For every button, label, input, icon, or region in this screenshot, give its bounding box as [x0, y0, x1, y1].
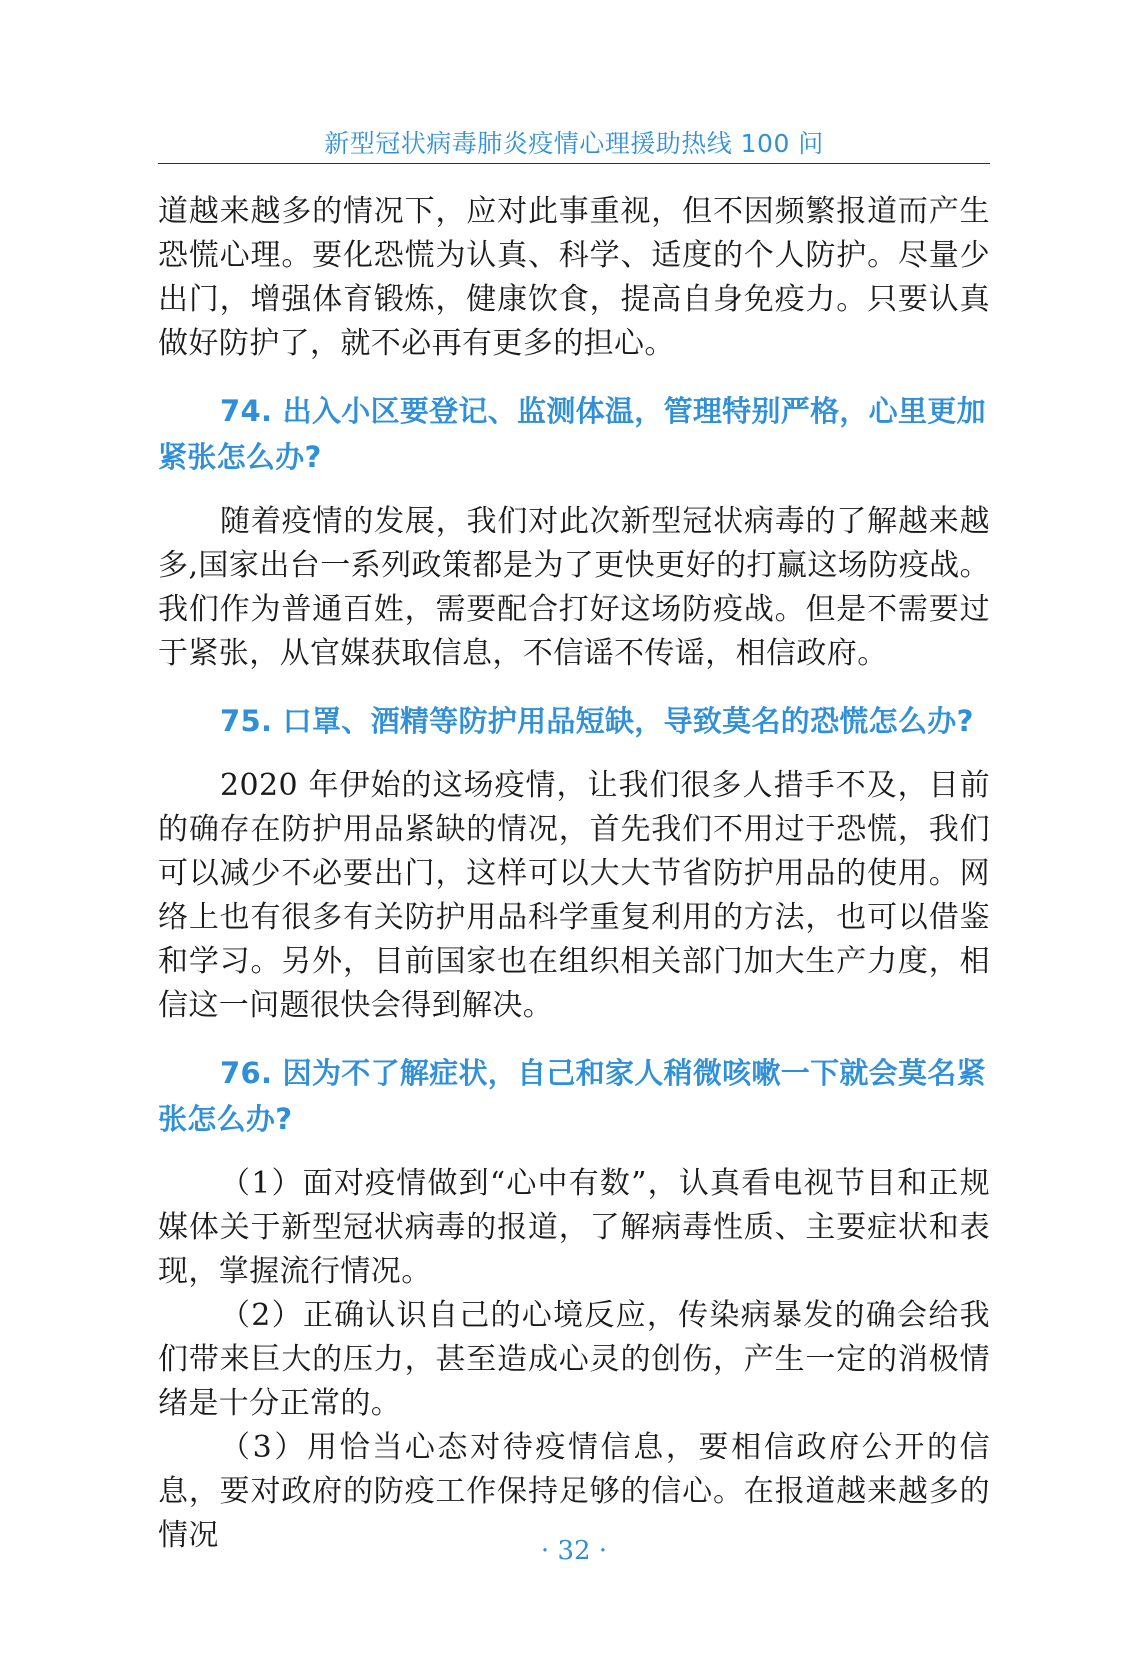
- question-76-heading: 76. 因为不了解症状，自己和家人稍微咳嗽一下就会莫名紧张怎么办?: [158, 1056, 986, 1136]
- running-header: 新型冠状病毒肺炎疫情心理援助热线 100 问: [324, 129, 824, 158]
- question-75-answer: 2020 年伊始的这场疫情，让我们很多人措手不及，目前的确存在防护用品紧缺的情况，首先我们不用过于恐慌，我们可以减少不必要出门，这样可以大大节省防护用品的使用。网络上也有很多有关防护用品科学重复利用的方法，也可以借鉴和学习。另外，目前国家也在组织相关部门加大生产力度，相信这一问题很快会得到解决。: [158, 768, 990, 1023]
- question-76-point-3: （3）用恰当心态对待疫情信息，要相信政府公开的信息，要对政府的防疫工作保持足够的信心。在报道越来越多的情况: [158, 1430, 990, 1553]
- question-74-heading: 74. 出入小区要登记、监测体温，管理特别严格，心里更加紧张怎么办?: [158, 394, 986, 474]
- header-divider: [158, 163, 990, 164]
- page-content: [158, 190, 990, 1558]
- question-76-point-1: （1）面对疫情做到“心中有数”，认真看电视节目和正规媒体关于新型冠状病毒的报道，了解病毒性质、主要症状和表现，掌握流行情况。: [158, 1166, 990, 1289]
- question-76-point-2: （2）正确认识自己的心境反应，传染病暴发的确会给我们带来巨大的压力，甚至造成心灵的创伤，产生一定的消极情绪是十分正常的。: [158, 1298, 990, 1421]
- continuation-paragraph: 道越来越多的情况下，应对此事重视，但不因频繁报道而产生恐慌心理。要化恐慌为认真、科学、适度的个人防护。尽量少出门，增强体育锻炼，健康饮食，提高自身免疫力。只要认真做好防护了，就不必再有更多的担心。: [158, 194, 990, 361]
- page-number: · 32 ·: [540, 1536, 608, 1566]
- question-74-answer: 随着疫情的发展，我们对此次新型冠状病毒的了解越来越多,国家出台一系列政策都是为了更快更好的打赢这场防疫战。我们作为普通百姓，需要配合打好这场防疫战。但是不需要过于紧张，从官媒获取信息，不信谣不传谣，相信政府。: [158, 504, 990, 671]
- question-75-heading: 75. 口罩、酒精等防护用品短缺，导致莫名的恐慌怎么办?: [220, 704, 974, 738]
